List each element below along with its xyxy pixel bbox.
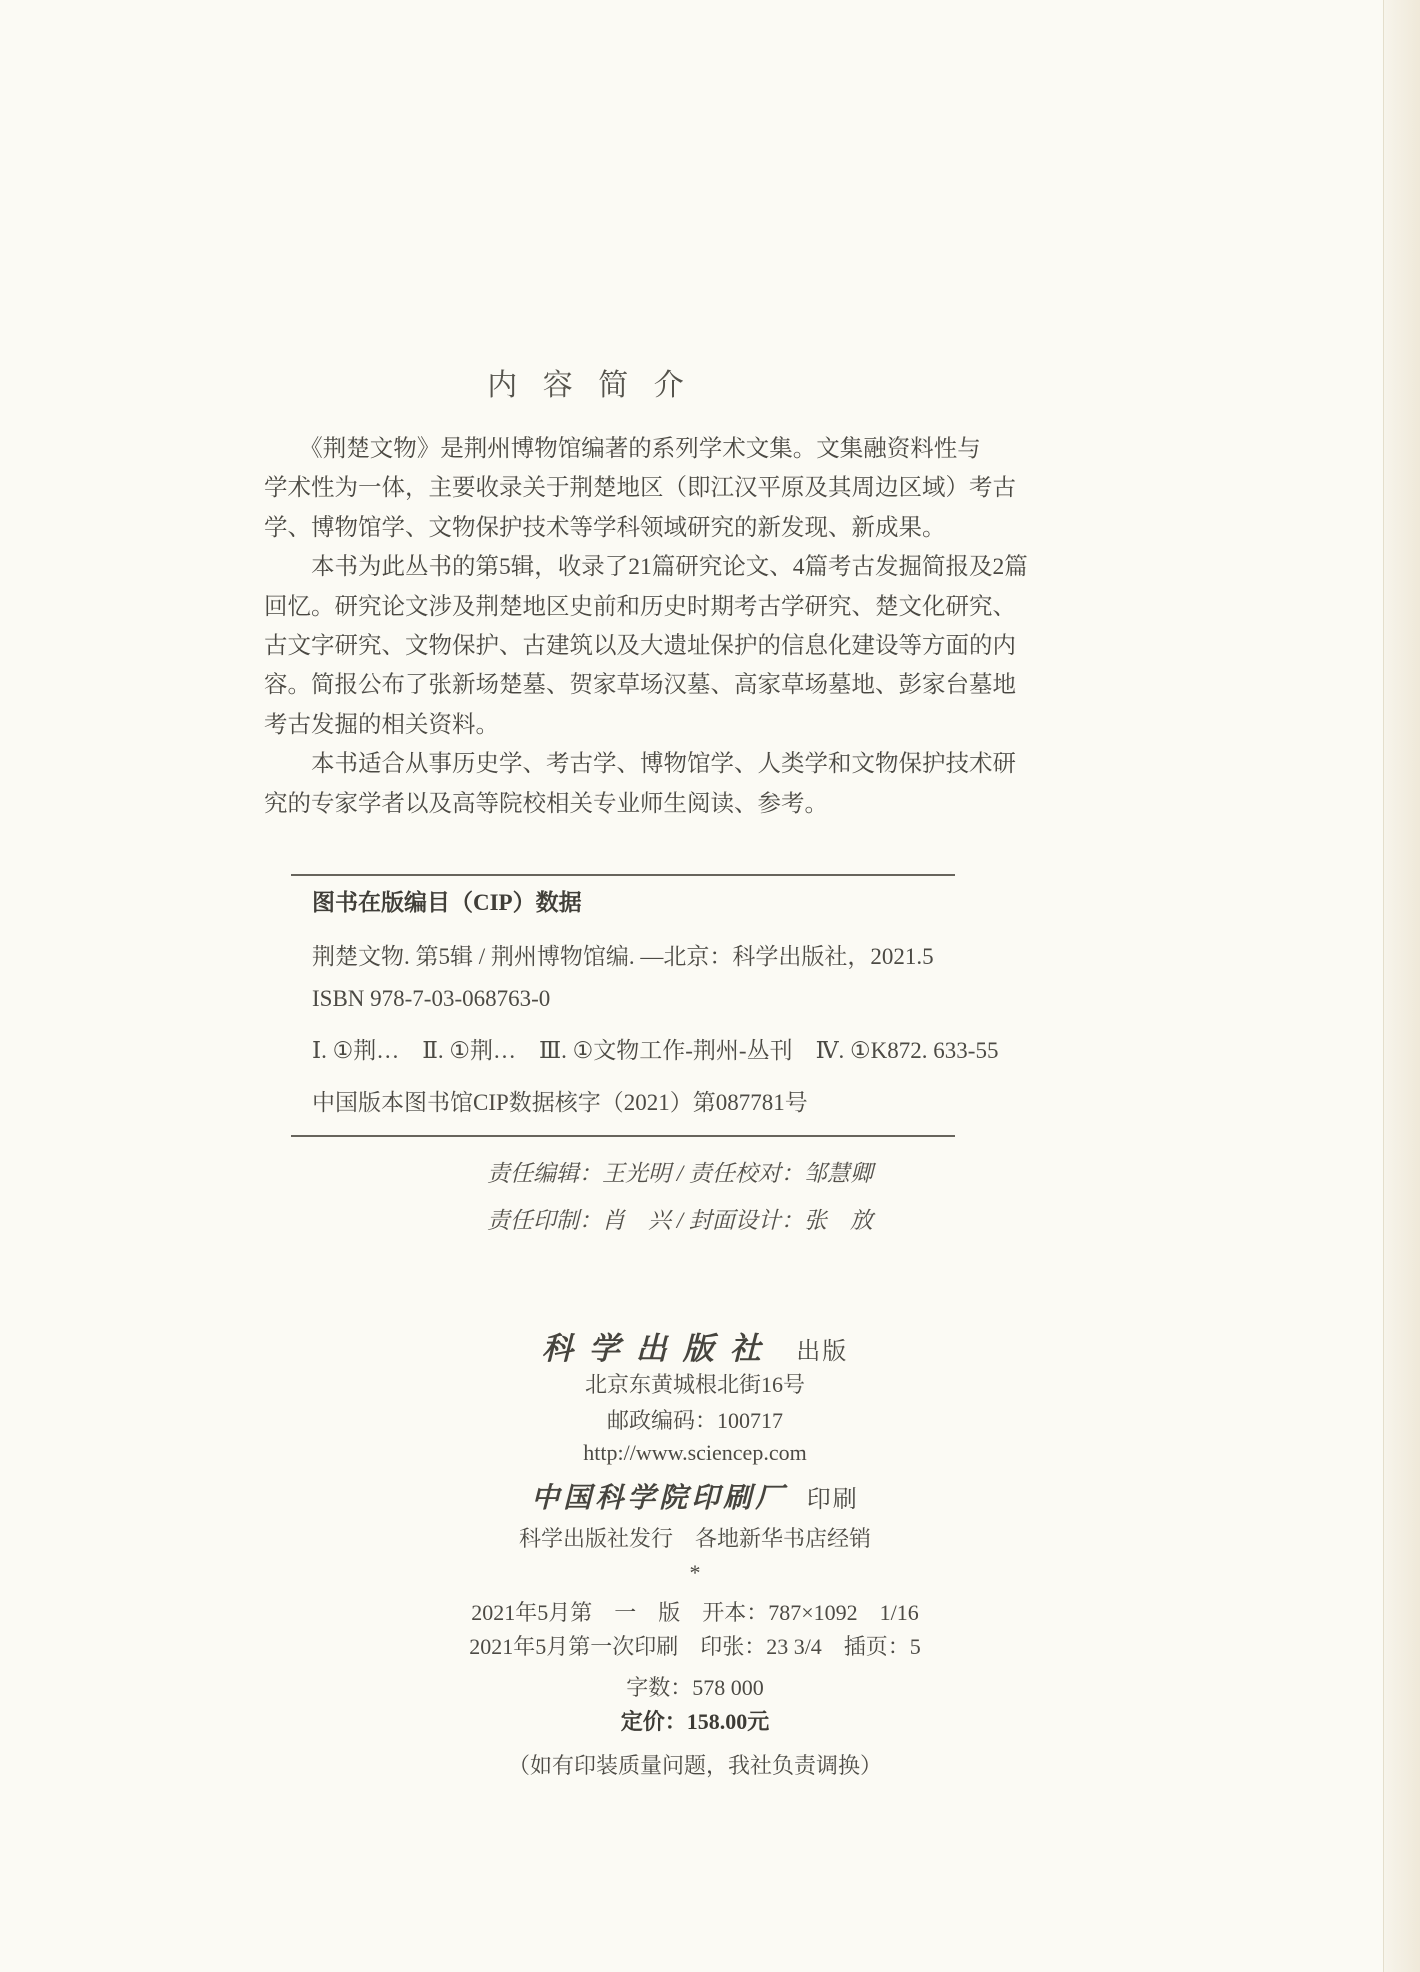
staff-credits bbox=[310, 1150, 1050, 1244]
page-edge-shadow bbox=[1383, 0, 1420, 1972]
word-count-line: 字数：578 000 bbox=[626, 1675, 764, 1700]
intro-line: 究的专家学者以及高等院校相关专业师生阅读、参考。 bbox=[264, 790, 828, 817]
cip-record-number: 中国版本图书馆CIP数据核字（2021）第087781号 bbox=[312, 1090, 808, 1115]
publisher-line bbox=[320, 1323, 1070, 1368]
distribution-line: 科学出版社发行 各地新华书店经销 bbox=[518, 1526, 871, 1551]
intro-line: 学术性为一体，主要收录关于荆楚地区（即江汉平原及其周边区域）考古 bbox=[264, 475, 1016, 502]
printer-name: 中国科学院印刷厂 bbox=[531, 1483, 788, 1514]
intro-paragraphs bbox=[264, 430, 1028, 824]
intro-line: 容。简报公布了张新场楚墓、贺家草场汉墓、高家草场墓地、彭家台墓地 bbox=[264, 672, 1016, 699]
publisher-address: 北京东黄城根北街16号 bbox=[584, 1372, 805, 1397]
intro-line: 考古发掘的相关资料。 bbox=[264, 711, 499, 738]
staff-printing-line: 责任印制：肖 兴 / 封面设计：张 放 bbox=[487, 1208, 873, 1233]
publisher-postcode: 邮政编码：100717 bbox=[606, 1408, 783, 1433]
intro-line: 回忆。研究论文涉及荆楚地区史前和历史时期考古学研究、楚文化研究、 bbox=[264, 593, 1016, 620]
exchange-notice: （如有印装质量问题，我社负责调换） bbox=[507, 1753, 882, 1778]
intro-line: 本书适合从事历史学、考古学、博物馆学、人类学和文物保护技术研 bbox=[264, 751, 1016, 778]
publisher-name: 科学出版社 bbox=[541, 1331, 777, 1366]
printer-line bbox=[320, 1476, 1070, 1516]
imprint-block bbox=[320, 1320, 1070, 1800]
page-title: 内 容 简 介 bbox=[487, 369, 693, 402]
intro-line: 本书为此丛书的第5辑，收录了21篇研究论文、4篇考古发掘简报及2篇 bbox=[264, 554, 1028, 581]
cip-heading: 图书在版编目（CIP）数据 bbox=[312, 890, 582, 915]
intro-line: 《荆楚文物》是荆州博物馆编著的系列学术文集。文集融资料性与 bbox=[264, 436, 981, 462]
staff-editor-line: 责任编辑：王光明 / 责任校对：邹慧卿 bbox=[487, 1161, 873, 1186]
cip-data-box bbox=[291, 874, 999, 1137]
intro-line: 学、博物馆学、文物保护技术等学科领域研究的新发现、新成果。 bbox=[264, 514, 946, 541]
cip-classification: Ⅰ. ①荆… Ⅱ. ①荆… Ⅲ. ①文物工作-荆州-丛刊 Ⅳ. ①K872. 633-55 bbox=[312, 1038, 999, 1063]
cip-isbn: ISBN 978-7-03-068763-0 bbox=[312, 986, 551, 1011]
edition-line: 2021年5月第 一 版 开本：787×1092 1/16 bbox=[471, 1600, 919, 1625]
printer-role: 印刷 bbox=[806, 1487, 859, 1513]
cip-title-line: 荆楚文物. 第5辑 / 荆州博物馆编. —北京：科学出版社，2021.5 bbox=[312, 944, 934, 969]
price-line: 定价：158.00元 bbox=[620, 1709, 770, 1734]
publisher-website: http://www.sciencep.com bbox=[583, 1440, 807, 1465]
printing-line: 2021年5月第一次印刷 印张：23 3/4 插页：5 bbox=[469, 1634, 921, 1659]
intro-line: 古文字研究、文物保护、古建筑以及大遗址保护的信息化建设等方面的内 bbox=[264, 632, 1016, 659]
divider-asterisk: * bbox=[689, 1560, 701, 1585]
publisher-role: 出版 bbox=[796, 1339, 849, 1365]
